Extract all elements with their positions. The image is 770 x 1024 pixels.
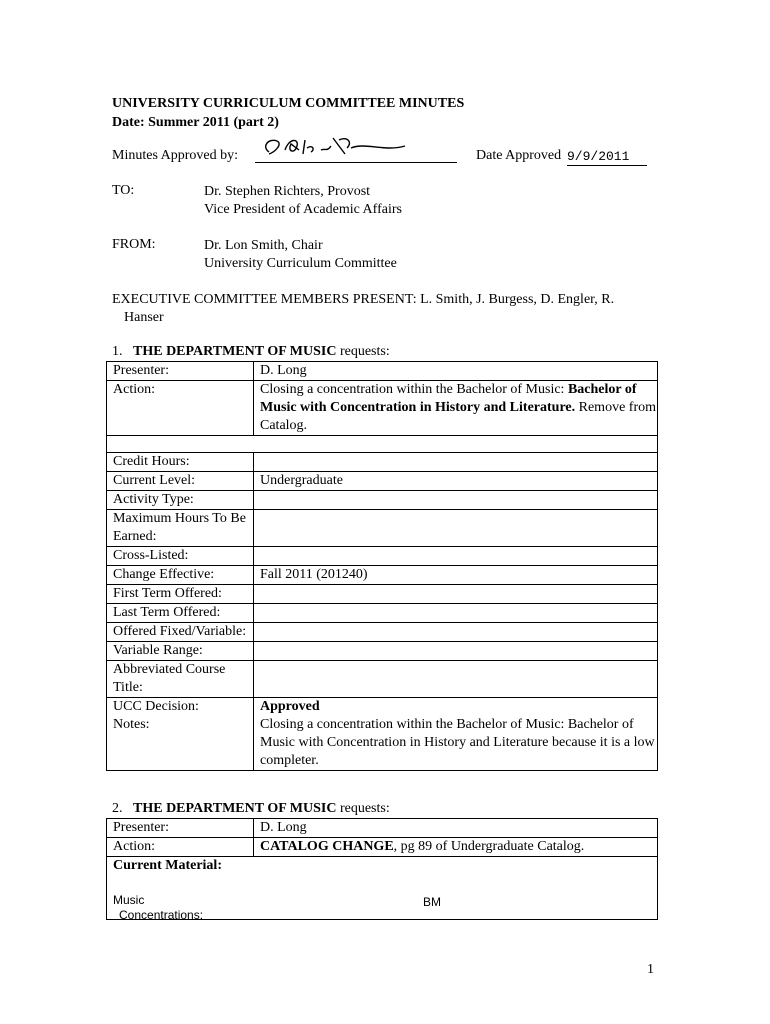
action-value <box>254 381 658 436</box>
executive-line-1: EXECUTIVE COMMITTEE MEMBERS PRESENT: L. Smith, J. Burgess, D. Engler, R. <box>112 292 615 307</box>
document-date: Date: Summer 2011 (part 2) <box>112 115 279 130</box>
item2-requests: requests: <box>339 801 390 816</box>
max-hours-value <box>254 510 658 547</box>
table-row <box>107 566 658 585</box>
table-row <box>107 547 658 566</box>
presenter-value: D. Long <box>254 362 658 381</box>
table-row-empty <box>107 436 658 453</box>
item1-requests: requests: <box>339 344 390 359</box>
max-hours-label: Maximum Hours To Be Earned: <box>107 510 254 547</box>
item2-presenter-value: D. Long <box>254 819 658 838</box>
credit-hours-value <box>254 453 658 472</box>
item1-number: 1. <box>112 344 123 359</box>
to-block <box>204 183 402 219</box>
to-name: Dr. Stephen Richters, Provost <box>204 184 371 199</box>
item1-department: THE DEPARTMENT OF MUSIC <box>133 344 337 359</box>
last-term-label: Last Term Offered: <box>107 604 254 623</box>
table-row <box>107 453 658 472</box>
table-row <box>107 819 658 838</box>
first-term-label: First Term Offered: <box>107 585 254 604</box>
notes-label: Notes: <box>113 717 150 732</box>
cross-listed-value <box>254 547 658 566</box>
activity-type-label: Activity Type: <box>107 491 254 510</box>
action-program: Bachelor of Music with Concentration in History and Literature. <box>260 382 637 415</box>
current-material-cell <box>107 857 658 920</box>
minutes-approved-label: Minutes Approved by: <box>112 148 238 163</box>
notes-value: Closing a concentration within the Bachelor of Music: Bachelor of Music with Concentration in History and Literature because it is a low completer. <box>260 717 655 768</box>
current-material-label: Current Material: <box>113 858 222 873</box>
table-row <box>107 491 658 510</box>
offered-fixed-variable-value <box>254 623 658 642</box>
variable-range-label: Variable Range: <box>107 642 254 661</box>
executive-line-2: Hanser <box>124 310 164 325</box>
last-term-value <box>254 604 658 623</box>
action-text: Closing a concentration within the Bachelor of Music: <box>260 382 565 397</box>
from-name: Dr. Lon Smith, Chair <box>204 238 323 253</box>
cross-listed-label: Cross-Listed: <box>107 547 254 566</box>
item2-action-value <box>254 838 658 857</box>
table-row <box>107 642 658 661</box>
table-row <box>107 362 658 381</box>
table-row <box>107 585 658 604</box>
item2-presenter-label: Presenter: <box>107 819 254 838</box>
music-label: Music <box>113 893 145 907</box>
item1-table <box>106 361 658 771</box>
document-title: UNIVERSITY CURRICULUM COMMITTEE MINUTES <box>112 96 465 111</box>
document-header <box>112 94 464 132</box>
catalog-change: CATALOG CHANGE <box>260 839 394 854</box>
item2-number: 2. <box>112 801 123 816</box>
table-row <box>107 472 658 491</box>
decision-status: Approved <box>260 699 320 714</box>
item2-action-label: Action: <box>107 838 254 857</box>
offered-fixed-variable-label: Offered Fixed/Variable: <box>107 623 254 642</box>
table-row <box>107 381 658 436</box>
music-concentrations <box>113 893 203 923</box>
date-approved-label: Date Approved <box>476 148 562 163</box>
ucc-decision-label-text: UCC Decision: <box>113 699 199 714</box>
abbreviated-title-label: Abbreviated Course Title: <box>107 661 254 698</box>
from-title: University Curriculum Committee <box>204 256 397 271</box>
activity-type-value <box>254 491 658 510</box>
current-level-value: Undergraduate <box>254 472 658 491</box>
ucc-decision-value <box>254 698 658 771</box>
table-row <box>107 510 658 547</box>
presenter-label: Presenter: <box>107 362 254 381</box>
credit-hours-label: Credit Hours: <box>107 453 254 472</box>
from-block <box>204 237 397 273</box>
page-number: 1 <box>647 962 654 977</box>
catalog-change-detail: , pg 89 of Undergraduate Catalog. <box>393 839 585 854</box>
abbreviated-title-value <box>254 661 658 698</box>
ucc-decision-label <box>107 698 254 771</box>
variable-range-value <box>254 642 658 661</box>
table-row <box>107 661 658 698</box>
signature-line <box>255 140 457 163</box>
table-row <box>107 838 658 857</box>
first-term-value <box>254 585 658 604</box>
bm-label: BM <box>423 895 441 909</box>
date-approved-value: 9/9/2011 <box>567 149 647 166</box>
from-label: FROM: <box>112 237 156 252</box>
table-row <box>107 698 658 771</box>
action-label: Action: <box>107 381 254 436</box>
signature-image <box>255 132 457 158</box>
item2-heading <box>112 801 390 817</box>
concentrations-label: Concentrations: <box>119 908 204 922</box>
table-row <box>107 604 658 623</box>
table-row <box>107 623 658 642</box>
current-level-label: Current Level: <box>107 472 254 491</box>
executive-members <box>112 291 614 327</box>
action-tail: Remove from Catalog. <box>260 400 656 433</box>
change-effective-value: Fall 2011 (201240) <box>254 566 658 585</box>
item2-department: THE DEPARTMENT OF MUSIC <box>133 801 337 816</box>
table-row <box>107 857 658 920</box>
change-effective-label: Change Effective: <box>107 566 254 585</box>
item2-table <box>106 818 658 920</box>
to-title: Vice President of Academic Affairs <box>204 202 402 217</box>
to-label: TO: <box>112 183 135 198</box>
item1-heading <box>112 344 390 360</box>
